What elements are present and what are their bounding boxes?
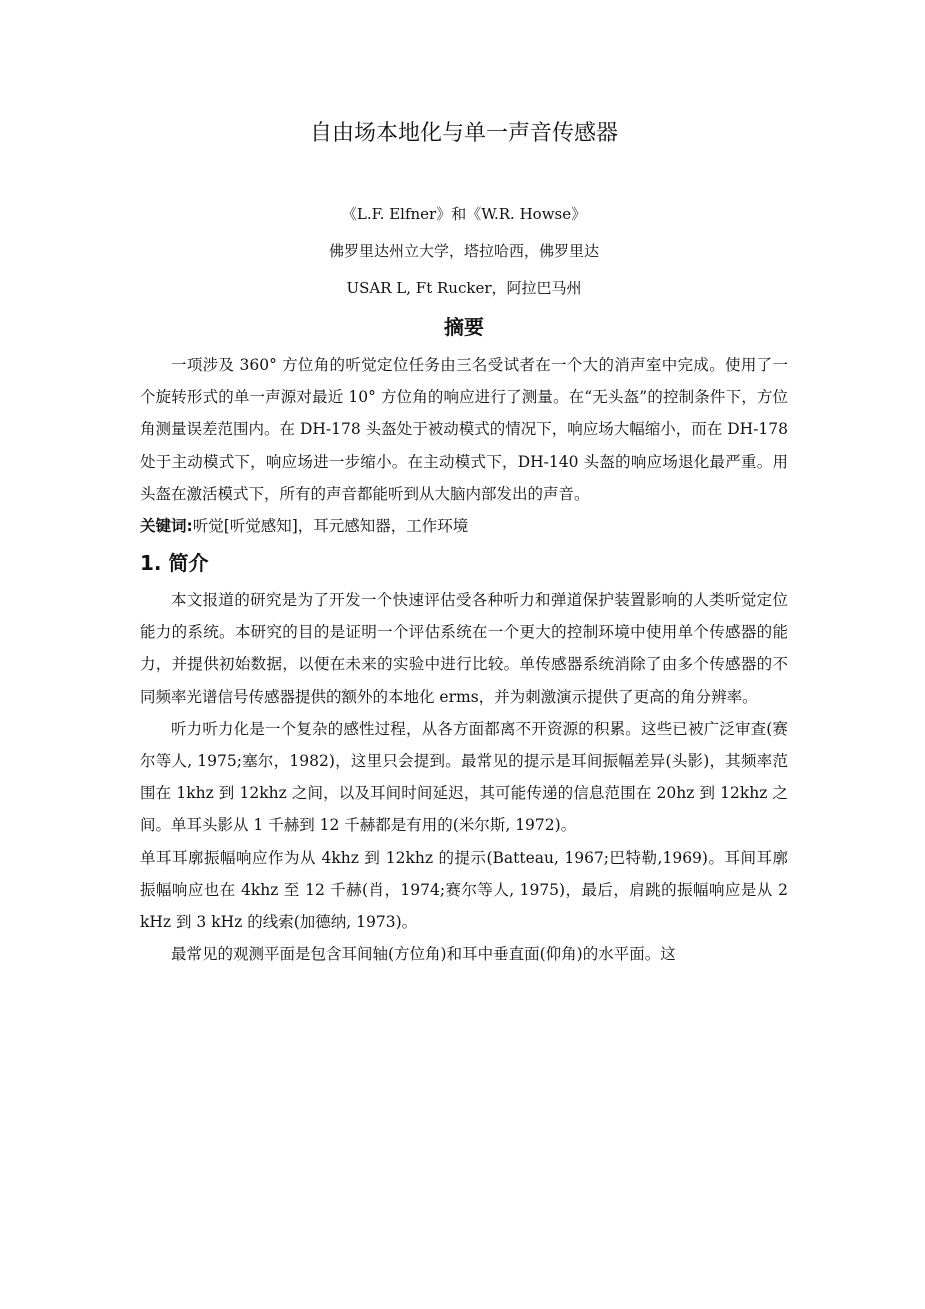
affiliation-1: 佛罗里达州立大学，塔拉哈西，佛罗里达 xyxy=(328,242,599,260)
abstract-text: 一项涉及 360° 方位角的听觉定位任务由三名受试者在一个大的消声室中完成。使用了一个旋转形式的单一声源对最近 10° 方位角的响应进行了测量。在“无头盔”的控制条件下，方位角测量误差范围内。在 DH-178 头盔处于被动模式的情况下，响应场大幅缩小，而在 DH-178 处于主动模式下，响应场进一步缩小。在主动模式下，DH-140 头盔的响应场退化最严重。用头盔在激活模式下，所有的声音都能听到从大脑内部发出的声音。 xyxy=(140,356,788,503)
keywords-text: 听觉[听觉感知]，耳元感知器，工作环境 xyxy=(192,517,469,536)
intro-paragraph-3: 单耳耳廓振幅响应作为从 4khz 到 12khz 的提示(Batteau, 1967;巴特勒,1969)。耳间耳廓振幅响应也在 4khz 至 12 千赫(肖，1974;赛尔等人, 1975)，最后，肩跳的振幅响应是从 2 kHz 到 3 kHz 的线索(加德纳, 1973)。 xyxy=(140,848,788,932)
intro-paragraph-4: 最常见的观测平面是包含耳间轴(方位角)和耳中垂直面(仰角)的水平面。这 xyxy=(171,945,676,964)
affiliation-2: USAR L, Ft Rucker，阿拉巴马州 xyxy=(346,279,582,297)
paper-title: 自由场本地化与单一声音传感器 xyxy=(309,121,618,146)
intro-paragraph-1: 本文报道的研究是为了开发一个快速评估受各种听力和弹道保护装置影响的人类听觉定位能力的系统。本研究的目的是证明一个评估系统在一个更大的控制环境中使用单个传感器的能力，并提供初始数据，以便在未来的实验中进行比较。单传感器系统消除了由多个传感器的不同频率光谱信号传感器提供的额外的本地化 erms，并为刺激演示提供了更高的角分辨率。 xyxy=(140,591,788,706)
intro-paragraph-2: 听力听力化是一个复杂的感性过程，从各方面都离不开资源的积累。这些已被广泛审查(赛尔等人, 1975;塞尔，1982)，这里只会提到。最常见的提示是耳间振幅差异(头影)，其频率范围在 1khz 到 12khz 之间，以及耳间时间延迟，其可能传递的信息范围在 20hz 到 12khz 之间。单耳头影从 1 千赫到 12 千赫都是有用的(米尔斯, 1972)。 xyxy=(140,719,788,835)
paper-authors: 《L.F. Elfner》和《W.R. Howse》 xyxy=(341,205,587,223)
keywords-label: 关键词: xyxy=(140,517,193,536)
keywords xyxy=(140,510,788,542)
abstract-heading: 摘要 xyxy=(444,315,484,339)
section-heading-introduction: 1. 简介 xyxy=(140,551,209,576)
paper-content xyxy=(140,118,788,970)
